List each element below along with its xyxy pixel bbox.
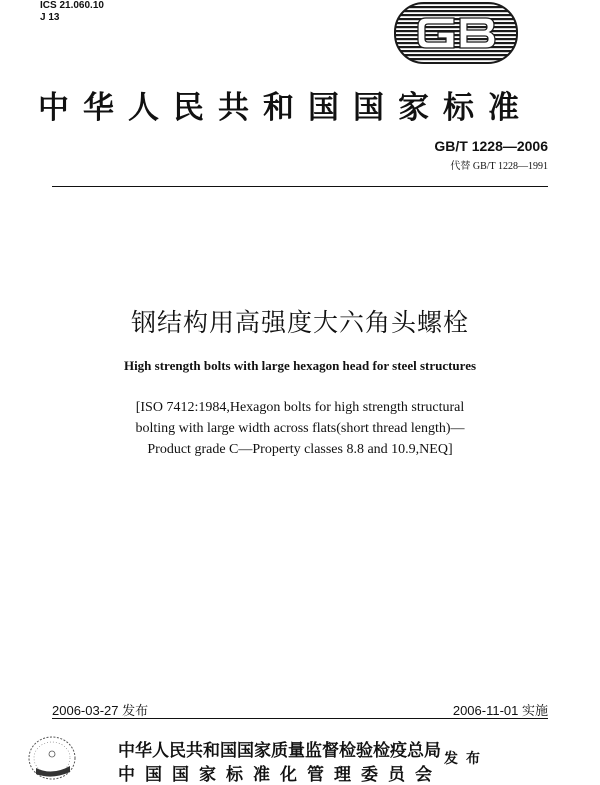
gb-logo-icon xyxy=(394,2,518,64)
issuer-line-2: 中国国家标准化管理委员会 xyxy=(118,765,442,785)
publish-label: 发布 xyxy=(444,751,488,767)
ccs-code: J 13 xyxy=(40,12,60,23)
iso-reference xyxy=(70,397,530,460)
document-title-en: High strength bolts with large hexagon head for steel structures xyxy=(123,358,477,373)
document-title-cn: 钢结构用高强度大六角头螺栓 xyxy=(130,308,469,337)
ics-code: ICS 21.060.10 xyxy=(40,0,104,11)
iso-reference-line-1: [ISO 7412:1984,Hexagon bolts for high strength structural xyxy=(135,400,465,415)
standard-number: GB/T 1228—2006 xyxy=(434,138,548,154)
standard-title: 中华人民共和国国家标准 xyxy=(38,90,533,126)
implementation-date: 2006-11-01 实施 xyxy=(452,703,548,718)
replaces-standard: 代替 GB/T 1228—1991 xyxy=(450,161,548,172)
top-divider xyxy=(52,186,548,187)
iso-reference-line-3: Product grade C—Property classes 8.8 and 10.9,NEQ] xyxy=(147,442,453,457)
official-seal-icon xyxy=(26,734,78,784)
issuer-line-1: 中华人民共和国国家质量监督检验检疫总局 xyxy=(118,741,441,761)
bottom-divider xyxy=(52,718,548,719)
iso-reference-line-2: bolting with large width across flats(short thread length)— xyxy=(135,421,465,436)
issue-date: 2006-03-27 发布 xyxy=(52,703,149,718)
